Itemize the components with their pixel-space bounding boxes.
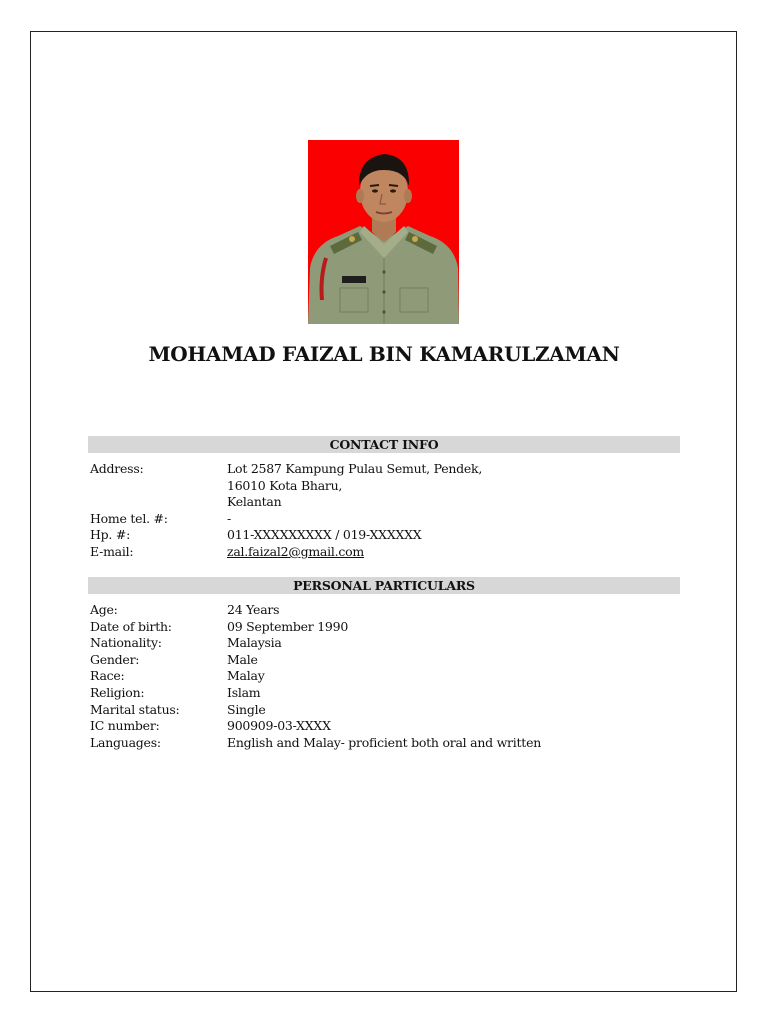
age-row [90, 602, 690, 619]
hp-value: 011-XXXXXXXXX / 019-XXXXXX [227, 527, 422, 543]
marital-status-row [90, 702, 690, 719]
ic-number-value: 900909-03-XXXX [227, 718, 331, 734]
personal-particulars-section [90, 602, 690, 751]
languages-row [90, 735, 690, 752]
address-line-3: Kelantan [227, 494, 282, 510]
age-label: Age: [90, 602, 118, 617]
address-value [227, 461, 690, 511]
email-value [227, 544, 690, 561]
home-tel-row [90, 511, 690, 528]
contact-info-heading: CONTACT INFO [88, 436, 680, 453]
age-value: 24 Years [227, 602, 280, 617]
languages-label: Languages: [90, 734, 161, 750]
religion-value: Islam [227, 684, 261, 700]
gender-value: Male [227, 651, 258, 667]
email-label: E-mail: [90, 543, 134, 559]
race-label: Race: [90, 668, 125, 684]
marital-status-label: Marital status: [90, 701, 180, 717]
languages-value: English and Malay- proficient both oral and written [227, 734, 542, 750]
home-tel-value: - [227, 510, 231, 526]
nationality-row [90, 635, 690, 652]
address-label: Address: [90, 461, 144, 476]
address-line-2: 16010 Kota Bharu, [227, 477, 343, 493]
religion-label: Religion: [90, 684, 145, 700]
contact-info-section [90, 461, 690, 561]
profile-photo [308, 140, 459, 324]
date-of-birth-row [90, 619, 690, 636]
hp-row [90, 527, 690, 544]
portrait-illustration [308, 140, 459, 324]
date-of-birth-label: Date of birth: [90, 618, 172, 634]
address-row [90, 461, 690, 511]
race-value: Malay [227, 668, 265, 684]
religion-row [90, 685, 690, 702]
hp-label: Hp. #: [90, 527, 131, 543]
date-of-birth-value: 09 September 1990 [227, 618, 349, 634]
email-row [90, 544, 690, 561]
personal-particulars-heading: PERSONAL PARTICULARS [88, 577, 680, 594]
email-link[interactable]: zal.faizal2@gmail.com [227, 543, 364, 559]
ic-number-row [90, 718, 690, 735]
marital-status-value: Single [227, 701, 266, 717]
race-row [90, 668, 690, 685]
home-tel-label: Home tel. #: [90, 510, 168, 526]
gender-row [90, 652, 690, 669]
gender-label: Gender: [90, 651, 140, 667]
candidate-name: MOHAMAD FAIZAL BIN KAMARULZAMAN [148, 342, 620, 366]
address-line-1: Lot 2587 Kampung Pulau Semut, Pendek, [227, 461, 483, 476]
nationality-value: Malaysia [227, 635, 282, 651]
nationality-label: Nationality: [90, 635, 162, 651]
ic-number-label: IC number: [90, 718, 160, 734]
